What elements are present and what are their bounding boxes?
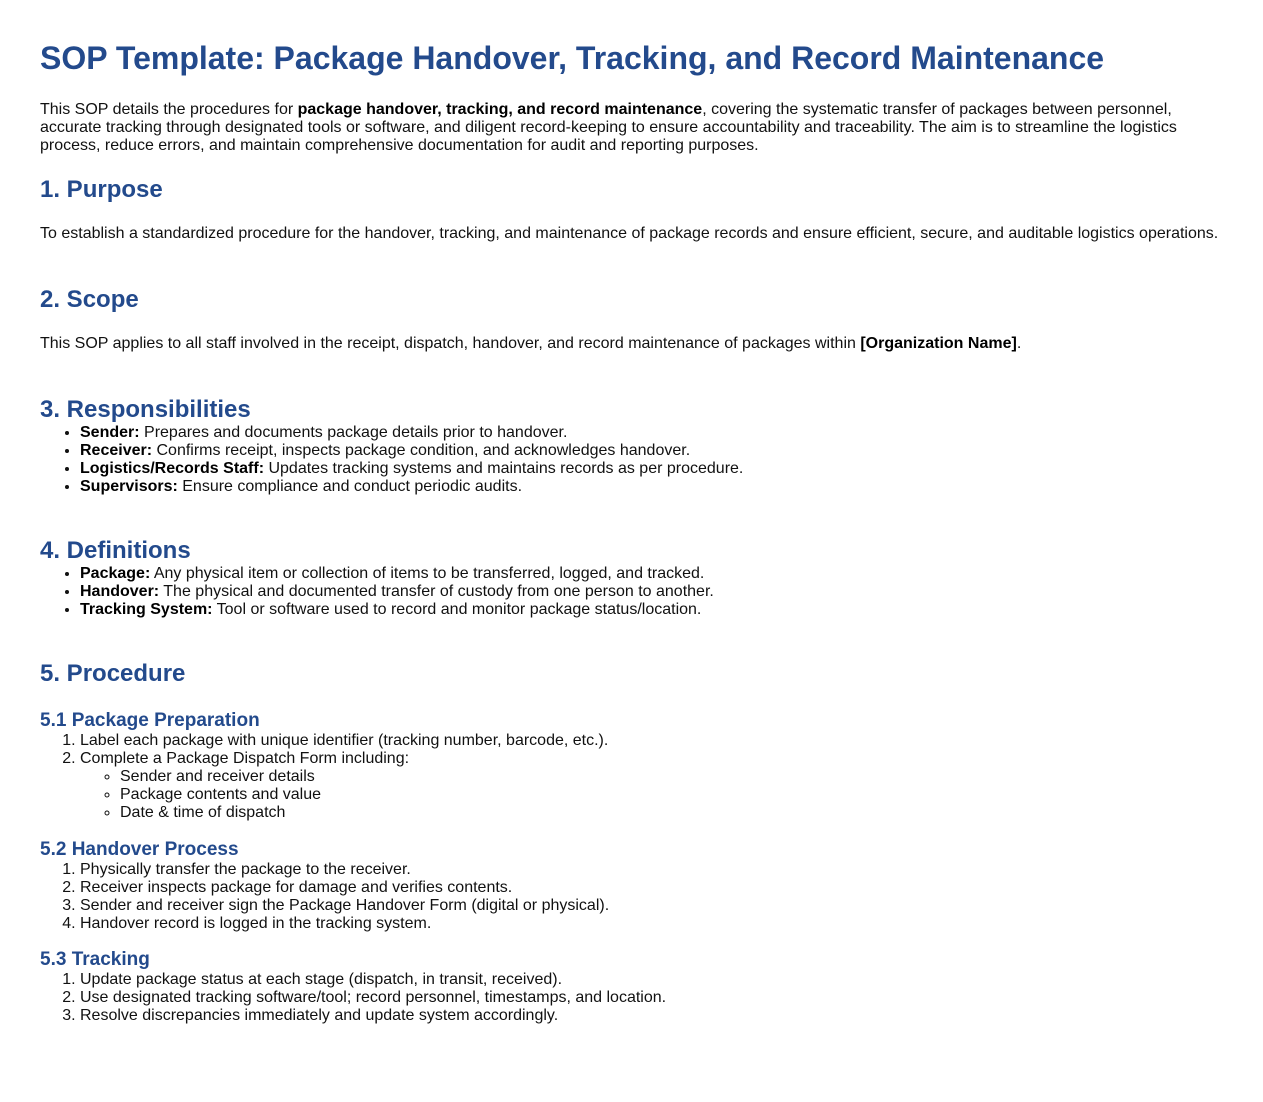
- list-item: 3. Resolve discrepancies immediately and update system accordingly.: [80, 1007, 1240, 1025]
- procedure-heading: 5. Procedure: [40, 660, 186, 687]
- list-item: 1. Update package status at each stage (dispatch, in transit, received).: [80, 971, 1240, 989]
- step-text: Complete a Package Dispatch Form including:: [80, 750, 410, 767]
- list-item: ◦ Package contents and value: [120, 786, 1240, 804]
- list-item: [80, 565, 1240, 583]
- definition-term: Tracking System:: [80, 601, 213, 618]
- list-item: ◦ Sender and receiver details: [120, 768, 1240, 786]
- list-item: 3. Sender and receiver sign the Package Handover Form (digital or physical).: [80, 897, 1240, 915]
- definition-term: Handover:: [80, 583, 160, 600]
- scope-text-end: .: [1016, 335, 1022, 352]
- role-description: Updates tracking systems and maintains records as per procedure.: [264, 460, 744, 477]
- role-description: Confirms receipt, inspects package condition, and acknowledges handover.: [152, 442, 691, 459]
- tracking-heading: 5.3 Tracking: [40, 949, 150, 970]
- list-item: [80, 601, 1240, 619]
- role-term: Receiver:: [80, 442, 153, 459]
- list-item: 1. Physically transfer the package to the receiver.: [80, 861, 1240, 879]
- purpose-heading: 1. Purpose: [40, 176, 163, 203]
- tracking-steps-list: [40, 971, 1240, 1025]
- scope-text-start: This SOP applies to all staff involved in the receipt, dispatch, handover, and record maintenance of packages within: [40, 335, 861, 352]
- handover-process-heading: 5.2 Handover Process: [40, 839, 239, 860]
- list-item: [80, 478, 1240, 496]
- list-item: 2. Use designated tracking software/tool; record personnel, timestamps, and location.: [80, 989, 1240, 1007]
- package-preparation-heading: 5.1 Package Preparation: [40, 710, 260, 731]
- list-item: ◦ Date & time of dispatch: [120, 804, 1240, 822]
- scope-paragraph: [40, 335, 1240, 353]
- scope-heading: 2. Scope: [40, 286, 139, 313]
- definitions-list: [40, 565, 1240, 619]
- list-item: [80, 750, 1240, 822]
- dispatch-form-fields-list: [80, 768, 1240, 822]
- intro-bold-phrase: package handover, tracking, and record maintenance: [297, 101, 703, 118]
- definition-term: Package:: [80, 565, 151, 582]
- responsibilities-list: [40, 424, 1240, 496]
- definition-description: Any physical item or collection of items to be transferred, logged, and tracked.: [150, 565, 705, 582]
- role-description: Ensure compliance and conduct periodic audits.: [177, 478, 523, 495]
- page-title: SOP Template: Package Handover, Tracking, and Record Maintenance: [40, 40, 1105, 76]
- role-term: Supervisors:: [80, 478, 178, 495]
- responsibilities-heading: 3. Responsibilities: [40, 396, 251, 423]
- list-item: 1. Label each package with unique identifier (tracking number, barcode, etc.).: [80, 732, 1240, 750]
- intro-paragraph: [40, 101, 1200, 155]
- intro-text-end: , covering the systematic transfer of packages between personnel, accurate tracking through designated tools or software, and diligent record-keeping to ensure accountability and traceability. The aim is to streamline the logistics process, reduce errors, and maintain comprehensive documentation for audit and reporting purposes.: [40, 101, 1177, 154]
- role-term: Logistics/Records Staff:: [80, 460, 265, 477]
- purpose-text: To establish a standardized procedure for the handover, tracking, and maintenance of package records and ensure efficient, secure, and auditable logistics operations.: [40, 225, 1219, 242]
- list-item: [80, 424, 1240, 442]
- definitions-heading: 4. Definitions: [40, 537, 191, 564]
- list-item: [80, 442, 1240, 460]
- role-term: Sender:: [80, 424, 140, 441]
- list-item: [80, 583, 1240, 601]
- organization-name-placeholder: [Organization Name]: [860, 335, 1017, 352]
- document-body: [40, 40, 1240, 1025]
- role-description: Prepares and documents package details prior to handover.: [139, 424, 568, 441]
- definition-description: Tool or software used to record and monitor package status/location.: [212, 601, 702, 618]
- intro-text-start: This SOP details the procedures for: [40, 101, 298, 118]
- definition-description: The physical and documented transfer of custody from one person to another.: [159, 583, 714, 600]
- list-item: 4. Handover record is logged in the tracking system.: [80, 915, 1240, 933]
- preparation-steps-list: [40, 732, 1240, 822]
- list-item: 2. Receiver inspects package for damage and verifies contents.: [80, 879, 1240, 897]
- list-item: [80, 460, 1240, 478]
- handover-steps-list: [40, 861, 1240, 933]
